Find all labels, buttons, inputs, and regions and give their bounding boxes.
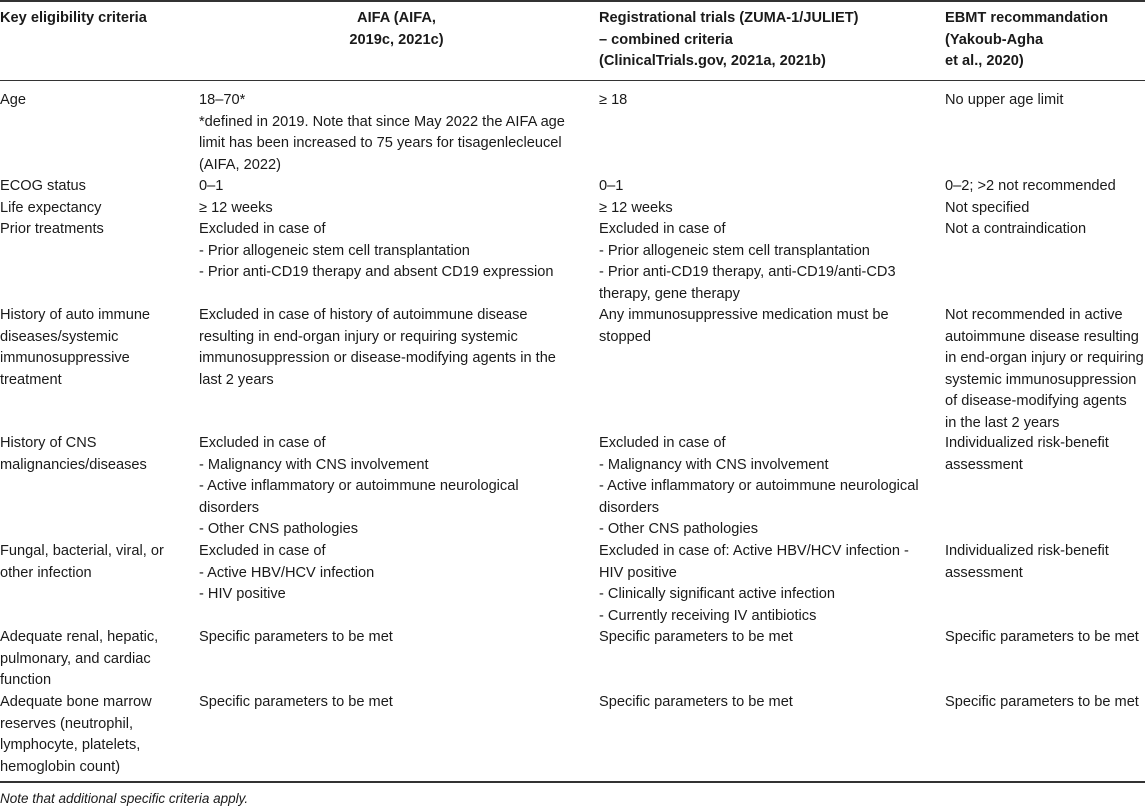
criteria-cell: Adequate renal, hepatic, pulmonary, and cardiac function xyxy=(0,629,159,689)
aifa-cell: 18–70* *defined in 2019. Note that since May 2022 the AIFA age limit has been increased to 75 years for tisagenlecleucel (AIFA, 2022) xyxy=(199,92,565,173)
aifa-cell: Specific parameters to be met xyxy=(199,694,393,710)
trials-cell: Excluded in case of - Prior allogeneic stem cell transplantation - Prior anti-CD19 therapy, anti-CD19/anti-CD3 therapy, gene therapy xyxy=(599,221,896,302)
trials-cell: ≥ 12 weeks xyxy=(599,200,673,216)
aifa-cell: ≥ 12 weeks xyxy=(199,200,273,216)
header-bottom-rule xyxy=(0,80,1145,81)
trials-cell: 0–1 xyxy=(599,178,624,194)
criteria-cell: Life expectancy xyxy=(0,200,102,216)
ebmt-cell: 0–2; >2 not recommended xyxy=(945,178,1116,194)
criteria-cell: History of CNS malignancies/diseases xyxy=(0,435,147,473)
aifa-cell: Excluded in case of - Active HBV/HCV infection - HIV positive xyxy=(199,543,375,603)
table-footnote: Note that additional specific criteria apply. xyxy=(0,791,249,806)
ebmt-cell: No upper age limit xyxy=(945,92,1064,108)
ebmt-cell: Specific parameters to be met xyxy=(945,694,1139,710)
criteria-cell: Fungal, bacterial, viral, or other infection xyxy=(0,543,164,581)
ebmt-cell: Individualized risk-benefit assessment xyxy=(945,435,1109,473)
trials-cell: Excluded in case of: Active HBV/HCV infection - HIV positive - Clinically significant active infection - Currently receiving IV antibiotics xyxy=(599,543,909,624)
criteria-cell: ECOG status xyxy=(0,178,86,194)
trials-cell: Specific parameters to be met xyxy=(599,629,793,645)
ebmt-cell: Not a contraindication xyxy=(945,221,1087,237)
header-aifa: AIFA (AIFA, 2019c, 2021c) xyxy=(349,10,444,48)
table-bottom-rule xyxy=(0,781,1145,783)
aifa-cell: Specific parameters to be met xyxy=(199,629,393,645)
criteria-cell: Adequate bone marrow reserves (neutrophil, lymphocyte, platelets, hemoglobin count) xyxy=(0,694,152,775)
criteria-cell: Prior treatments xyxy=(0,221,104,237)
ebmt-cell: Specific parameters to be met xyxy=(945,629,1139,645)
trials-cell: Any immunosuppressive medication must be stopped xyxy=(599,307,889,345)
ebmt-cell: Not specified xyxy=(945,200,1030,216)
criteria-cell: History of auto immune diseases/systemic immunosuppressive treatment xyxy=(0,307,151,388)
aifa-cell: Excluded in case of - Prior allogeneic stem cell transplantation - Prior anti-CD19 therapy and absent CD19 expression xyxy=(199,221,554,281)
aifa-cell: Excluded in case of - Malignancy with CNS involvement - Active inflammatory or autoimmune neurological disorders - Other CNS pathologies xyxy=(199,435,519,538)
ebmt-cell: Individualized risk-benefit assessment xyxy=(945,543,1109,581)
trials-cell: Excluded in case of - Malignancy with CNS involvement - Active inflammatory or autoimmune neurological disorders - Other CNS pathologies xyxy=(599,435,919,538)
ebmt-cell: Not recommended in active autoimmune disease resulting in end-organ injury or requiring systemic immunosuppression of disease-modifying agents in the last 2 years xyxy=(945,307,1144,431)
header-registrational-trials: Registrational trials (ZUMA-1/JULIET) – combined criteria (ClinicalTrials.gov, 2021a, 2021b) xyxy=(599,10,859,70)
header-ebmt: EBMT recommandation (Yakoub-Agha et al., 2020) xyxy=(945,10,1108,70)
trials-cell: ≥ 18 xyxy=(599,92,628,108)
criteria-cell: Age xyxy=(0,92,26,108)
table-top-rule xyxy=(0,0,1145,2)
header-key-criteria: Key eligibility criteria xyxy=(0,10,147,26)
trials-cell: Specific parameters to be met xyxy=(599,694,793,710)
aifa-cell: 0–1 xyxy=(199,178,224,194)
aifa-cell: Excluded in case of history of autoimmune disease resulting in end-organ injury or requiring systemic immunosuppression or disease-modifying agents in the last 2 years xyxy=(199,307,556,388)
